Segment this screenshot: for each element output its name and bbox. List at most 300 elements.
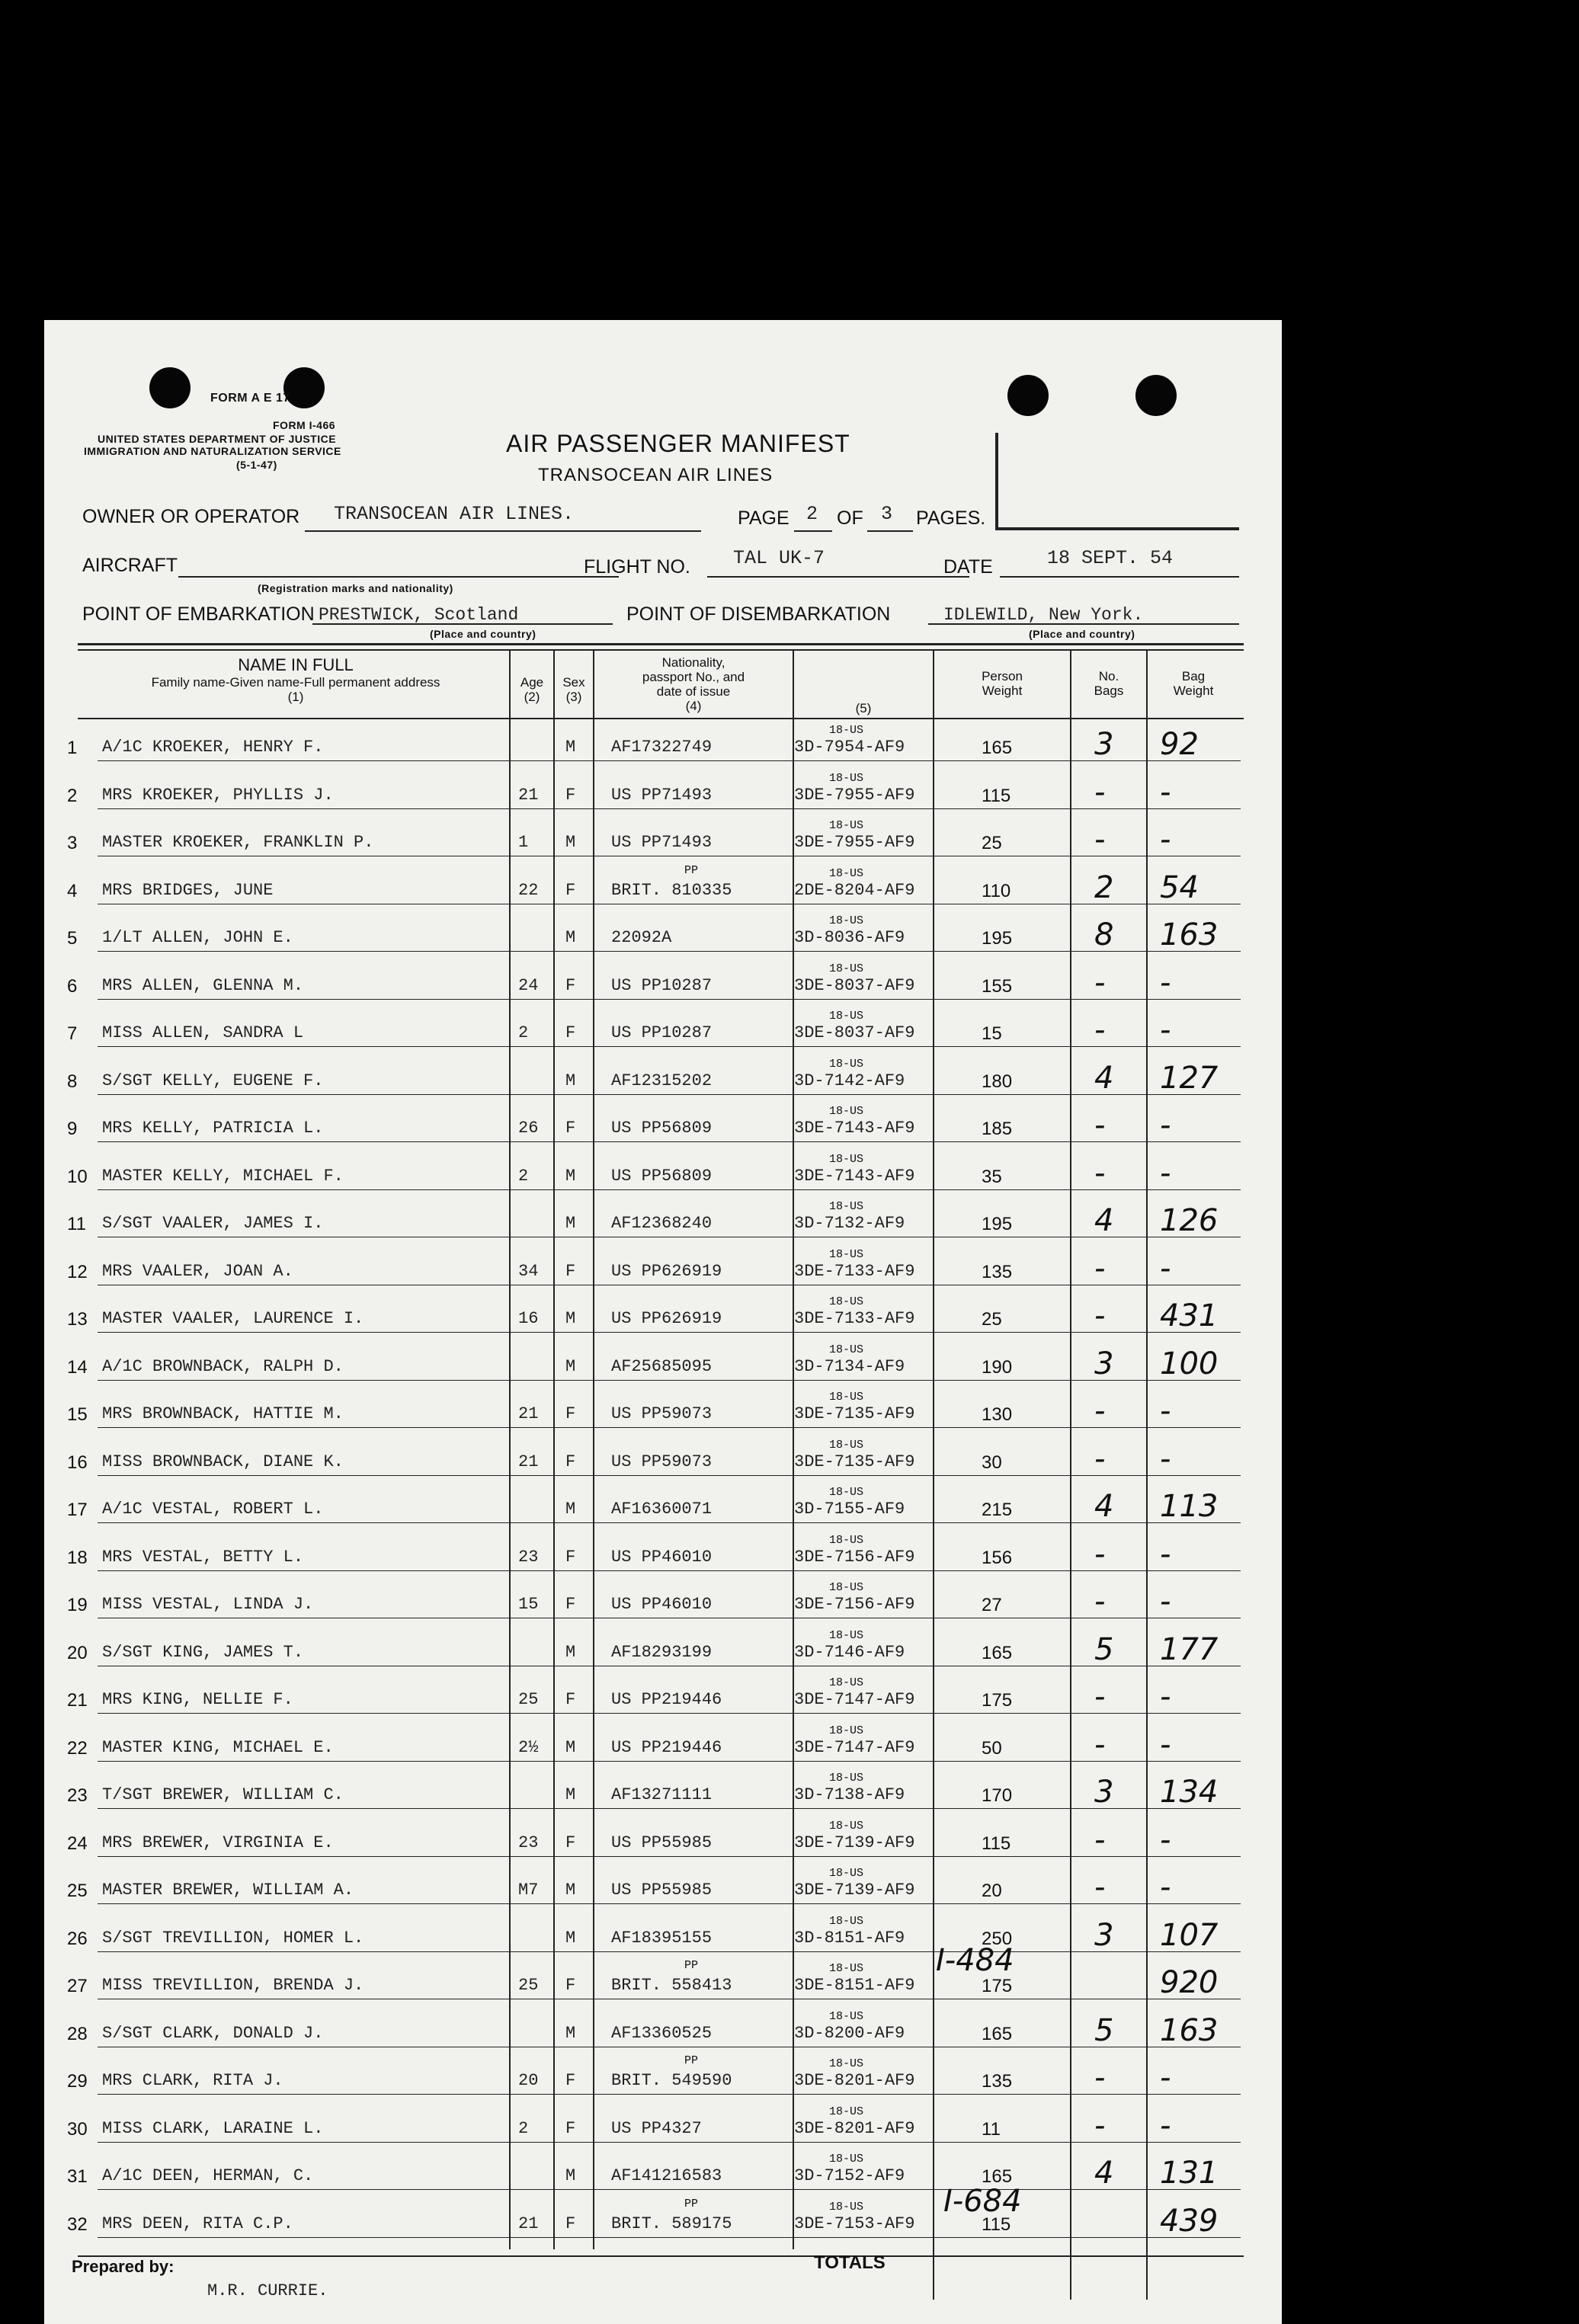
bag-count: - — [1094, 2060, 1106, 2095]
table-row — [44, 1340, 1282, 1388]
person-weight: 50 — [982, 1737, 1002, 1759]
column5-top: 18-US — [829, 771, 864, 785]
passenger-sex: M — [565, 1737, 576, 1757]
person-weight: 165 — [982, 2166, 1013, 2187]
column5-value: 3D-7134-AF9 — [794, 1356, 905, 1376]
bag-weight: - — [1160, 822, 1171, 857]
column5-value: 3DE-7135-AF9 — [794, 1404, 915, 1423]
bag-weight: - — [1160, 1727, 1171, 1762]
passport-prefix: PP — [684, 2054, 699, 2067]
of-underline — [867, 530, 913, 532]
table-row — [44, 1531, 1282, 1578]
table-top-rule — [78, 643, 1244, 645]
passenger-name: S/SGT KELLY, EUGENE F. — [102, 1071, 324, 1090]
handwritten-note-row27: I-484 — [936, 1943, 1014, 1978]
passenger-sex: F — [565, 1452, 576, 1471]
row-number: 17 — [67, 1500, 88, 1520]
person-weight: 165 — [982, 2023, 1013, 2044]
column5-top: 18-US — [829, 1343, 864, 1356]
passenger-sex: F — [565, 1547, 576, 1567]
row-number: 13 — [67, 1309, 88, 1330]
disembarkation-label: POINT OF DISEMBARKATION — [626, 603, 891, 625]
passport-number: US PP71493 — [611, 833, 713, 852]
column5-top: 18-US — [829, 866, 864, 880]
passenger-age: 1 — [518, 833, 529, 852]
bag-weight: 92 — [1160, 727, 1199, 762]
embarkation-label: POINT OF EMBARKATION — [82, 603, 315, 625]
person-weight: 25 — [982, 1309, 1002, 1330]
column5-top: 18-US — [829, 1438, 864, 1452]
passenger-sex: F — [565, 1595, 576, 1614]
person-weight: 175 — [982, 1690, 1013, 1711]
bag-count: - — [1094, 1250, 1106, 1286]
bag-weight: - — [1160, 1536, 1171, 1572]
passenger-name: MISS ALLEN, SANDRA L — [102, 1023, 304, 1042]
column5-top: 18-US — [829, 1200, 864, 1213]
table-row — [44, 1388, 1282, 1435]
passport-number: AF25685095 — [611, 1356, 713, 1376]
passport-number: US PP59073 — [611, 1404, 713, 1423]
bag-weight: 439 — [1160, 2203, 1219, 2239]
bag-count: - — [1094, 1394, 1106, 1429]
passenger-name: MRS BROWNBACK, HATTIE M. — [102, 1404, 344, 1423]
passenger-sex: M — [565, 1071, 576, 1090]
passenger-sex: M — [565, 833, 576, 852]
column5-value: 3DE-7133-AF9 — [794, 1309, 915, 1328]
passport-number: AF16360071 — [611, 1500, 713, 1519]
passport-number: AF141216583 — [611, 2166, 722, 2185]
table-row — [44, 1102, 1282, 1149]
passenger-sex: F — [565, 880, 576, 900]
bag-count: - — [1094, 1727, 1106, 1762]
bag-count: - — [1094, 1155, 1106, 1191]
passenger-sex: M — [565, 1166, 576, 1186]
column5-top: 18-US — [829, 1486, 864, 1499]
bag-weight: - — [1160, 1679, 1171, 1714]
passport-number: US PP71493 — [611, 785, 713, 805]
col-header-nationality: Nationality, passport No., and date of issue (4) — [642, 655, 745, 713]
passenger-age: 15 — [518, 1595, 539, 1614]
person-weight: 165 — [982, 738, 1013, 758]
person-weight: 115 — [982, 785, 1011, 806]
column5-top: 18-US — [829, 1057, 864, 1071]
header-bottom-rule — [78, 718, 1244, 719]
passenger-name: MRS CLARK, RITA J. — [102, 2071, 283, 2090]
column5-top: 18-US — [829, 724, 864, 737]
bag-weight: 127 — [1160, 1060, 1219, 1096]
column5-value: 3DE-7955-AF9 — [794, 785, 915, 805]
bag-count: 4 — [1094, 1060, 1114, 1096]
table-row — [44, 2102, 1282, 2150]
passenger-sex: M — [565, 2023, 576, 2043]
date-value: 18 SEPT. 54 — [1047, 547, 1174, 569]
column5-value: 3DE-7147-AF9 — [794, 1690, 915, 1709]
column5-top: 18-US — [829, 1772, 864, 1785]
bag-count: 4 — [1094, 1489, 1114, 1524]
passenger-name: MASTER KELLY, MICHAEL F. — [102, 1166, 344, 1186]
row-rule — [98, 1903, 1241, 1904]
bag-count: - — [1094, 1441, 1106, 1477]
column5-value: 3D-7155-AF9 — [794, 1500, 905, 1519]
passport-number: US PP46010 — [611, 1595, 713, 1614]
passenger-name: MISS TREVILLION, BRENDA J. — [102, 1976, 364, 1995]
bag-count: 5 — [1094, 2012, 1114, 2048]
column5-top: 18-US — [829, 2009, 864, 2023]
column5-value: 3D-7138-AF9 — [794, 1785, 905, 1804]
stamp-box-left — [995, 433, 998, 529]
date-underline — [1000, 576, 1239, 578]
passenger-age: 2½ — [518, 1737, 539, 1757]
column5-value: 3D-8036-AF9 — [794, 928, 905, 947]
passenger-sex: F — [565, 1023, 576, 1042]
passport-number: BRIT. 810335 — [611, 880, 732, 900]
bag-weight: 107 — [1160, 1917, 1219, 1953]
passenger-rows — [44, 721, 1282, 2245]
person-weight: 30 — [982, 1452, 1002, 1473]
bag-weight: 134 — [1160, 1775, 1219, 1810]
bag-count: - — [1094, 1584, 1106, 1619]
column5-value: 3DE-7955-AF9 — [794, 833, 915, 852]
bag-count: - — [1094, 1298, 1106, 1333]
table-row — [44, 1769, 1282, 1816]
passport-number: US PP46010 — [611, 1547, 713, 1567]
passenger-name: 1/LT ALLEN, JOHN E. — [102, 928, 293, 947]
page-value: 2 — [806, 503, 818, 525]
passenger-sex: M — [565, 738, 576, 757]
passenger-sex: M — [565, 1785, 576, 1804]
person-weight: 195 — [982, 1214, 1013, 1234]
row-rule — [98, 951, 1241, 952]
flight-label: FLIGHT NO. — [584, 556, 690, 578]
row-number: 20 — [67, 1642, 88, 1663]
person-weight: 27 — [982, 1595, 1002, 1615]
passenger-name: S/SGT TREVILLION, HOMER L. — [102, 1928, 364, 1948]
bag-weight: 113 — [1160, 1489, 1219, 1524]
column5-value: 3DE-7143-AF9 — [794, 1166, 915, 1186]
passenger-age: 22 — [518, 880, 539, 900]
passenger-name: MRS VAALER, JOAN A. — [102, 1261, 293, 1281]
passport-number: US PP55985 — [611, 1881, 713, 1900]
table-row — [44, 1245, 1282, 1292]
passenger-name: A/1C BROWNBACK, RALPH D. — [102, 1356, 344, 1376]
person-weight: 180 — [982, 1071, 1013, 1092]
bag-weight: - — [1160, 1441, 1171, 1477]
table-row — [44, 2198, 1282, 2245]
passport-number: BRIT. 589175 — [611, 2214, 732, 2233]
person-weight: 135 — [982, 2071, 1013, 2092]
passenger-name: MRS VESTAL, BETTY L. — [102, 1547, 304, 1567]
punch-hole-right-1 — [1007, 375, 1049, 416]
row-rule — [98, 1570, 1241, 1571]
passenger-sex: M — [565, 1309, 576, 1328]
passenger-sex: F — [565, 2118, 576, 2138]
table-row — [44, 721, 1282, 768]
column5-top: 18-US — [829, 1247, 864, 1261]
row-number: 21 — [67, 1690, 88, 1711]
column5-value: 2DE-8204-AF9 — [794, 880, 915, 900]
table-row — [44, 1912, 1282, 1959]
table-row — [44, 816, 1282, 863]
flight-underline — [707, 576, 969, 578]
passport-number: US PP4327 — [611, 2118, 702, 2138]
table-row — [44, 959, 1282, 1007]
passenger-age: 25 — [518, 1690, 539, 1709]
passenger-age: 24 — [518, 975, 539, 995]
passenger-name: S/SGT KING, JAMES T. — [102, 1642, 304, 1662]
column5-top: 18-US — [829, 1105, 864, 1118]
person-weight: 25 — [982, 833, 1002, 853]
bag-weight: - — [1160, 1870, 1171, 1905]
column5-top: 18-US — [829, 914, 864, 927]
row-number: 6 — [67, 975, 78, 997]
person-weight: 115 — [982, 1833, 1011, 1854]
passenger-name: T/SGT BREWER, WILLIAM C. — [102, 1785, 344, 1804]
column5-top: 18-US — [829, 2105, 864, 2118]
totals-label: TOTALS — [814, 2252, 886, 2273]
row-number: 23 — [67, 1785, 88, 1806]
passport-number: AF13271111 — [611, 1785, 713, 1804]
date-label: DATE — [943, 556, 993, 578]
passenger-sex: F — [565, 1404, 576, 1423]
passenger-name: MASTER KING, MICHAEL E. — [102, 1737, 334, 1757]
handwritten-note-row32: I-684 — [943, 2184, 1022, 2219]
row-number: 28 — [67, 2023, 88, 2044]
column5-value: 3DE-7135-AF9 — [794, 1452, 915, 1471]
row-number: 15 — [67, 1404, 88, 1425]
table-top-rule-2 — [78, 649, 1244, 651]
bag-count: - — [1094, 1870, 1106, 1905]
passport-number: AF17322749 — [611, 738, 713, 757]
passenger-sex: M — [565, 1500, 576, 1519]
passenger-name: MRS ALLEN, GLENNA M. — [102, 975, 304, 995]
passenger-name: MRS BREWER, VIRGINIA E. — [102, 1833, 334, 1852]
person-weight: 250 — [982, 1928, 1013, 1949]
passenger-age: 21 — [518, 2214, 539, 2233]
row-rule — [98, 2094, 1241, 2095]
owner-value: TRANSOCEAN AIR LINES. — [334, 503, 575, 525]
manifest-title: AIR PASSENGER MANIFEST — [506, 430, 850, 457]
bag-weight: - — [1160, 1394, 1171, 1429]
passport-number: AF18293199 — [611, 1642, 713, 1662]
row-number: 25 — [67, 1881, 88, 1901]
row-rule — [98, 1713, 1241, 1714]
passport-number: US PP10287 — [611, 975, 713, 995]
column5-top: 18-US — [829, 1914, 864, 1928]
bag-weight: - — [1160, 1584, 1171, 1619]
column5-value: 3DE-8037-AF9 — [794, 1023, 915, 1042]
column5-value: 3DE-8151-AF9 — [794, 1976, 915, 1995]
airline-name: TRANSOCEAN AIR LINES — [538, 465, 773, 485]
table-row — [44, 2007, 1282, 2054]
column5-value: 3DE-7139-AF9 — [794, 1881, 915, 1900]
row-rule — [98, 1380, 1241, 1381]
punch-hole-left-1 — [149, 367, 191, 408]
passport-number: BRIT. 558413 — [611, 1976, 732, 1995]
bag-count: - — [1094, 1679, 1106, 1714]
row-rule — [98, 999, 1241, 1000]
row-number: 30 — [67, 2118, 88, 2140]
bag-count: 2 — [1094, 869, 1114, 905]
passenger-sex: F — [565, 2071, 576, 2090]
person-weight: 165 — [982, 1642, 1013, 1663]
table-row — [44, 1864, 1282, 1911]
passenger-sex: M — [565, 1356, 576, 1376]
row-number: 24 — [67, 1833, 88, 1854]
passenger-name: MISS BROWNBACK, DIANE K. — [102, 1452, 344, 1471]
passport-number: US PP55985 — [611, 1833, 713, 1852]
column5-value: 3DE-7133-AF9 — [794, 1261, 915, 1281]
footer-top-rule — [78, 2255, 1244, 2257]
passport-number: US PP219446 — [611, 1737, 722, 1757]
row-number: 4 — [67, 880, 78, 901]
row-number: 5 — [67, 928, 78, 949]
table-row — [44, 769, 1282, 816]
table-row — [44, 1578, 1282, 1625]
table-row — [44, 1436, 1282, 1483]
person-weight: 110 — [982, 880, 1011, 901]
row-number: 10 — [67, 1166, 88, 1187]
column5-top: 18-US — [829, 1819, 864, 1833]
of-value: 3 — [881, 503, 893, 525]
person-weight: 185 — [982, 1119, 1013, 1139]
person-weight: 215 — [982, 1500, 1013, 1520]
row-number: 27 — [67, 1976, 88, 1996]
page-underline — [794, 530, 832, 532]
column5-value: 3DE-8201-AF9 — [794, 2071, 915, 2090]
person-weight: 155 — [982, 975, 1013, 997]
passport-number: AF13360525 — [611, 2023, 713, 2043]
col-header-5: (5) — [855, 701, 872, 715]
row-number: 18 — [67, 1547, 88, 1568]
passenger-age: 2 — [518, 1166, 529, 1186]
table-row — [44, 1483, 1282, 1530]
passenger-name: MRS BRIDGES, JUNE — [102, 880, 274, 900]
row-number: 14 — [67, 1356, 88, 1378]
row-rule — [98, 1475, 1241, 1476]
person-weight: 11 — [982, 2118, 1001, 2140]
bag-weight: 163 — [1160, 917, 1219, 952]
of-label: OF — [837, 507, 863, 529]
passenger-sex: F — [565, 1261, 576, 1281]
passenger-name: MASTER KROEKER, FRANKLIN P. — [102, 833, 374, 852]
row-rule — [98, 1522, 1241, 1523]
bag-weight: - — [1160, 2108, 1171, 2143]
bag-weight: 177 — [1160, 1631, 1219, 1667]
passport-number: US PP626919 — [611, 1261, 722, 1281]
pages-label: PAGES. — [916, 507, 986, 529]
row-number: 1 — [67, 738, 78, 758]
passenger-age: 16 — [518, 1309, 539, 1328]
col-header-person-weight: Person Weight — [982, 669, 1023, 698]
passenger-age: 23 — [518, 1833, 539, 1852]
person-weight: 170 — [982, 1785, 1013, 1806]
passenger-name: A/1C DEEN, HERMAN, C. — [102, 2166, 314, 2185]
bag-weight: - — [1160, 2060, 1171, 2095]
table-row — [44, 1197, 1282, 1244]
agency-line-2: IMMIGRATION AND NATURALIZATION SERVICE — [84, 445, 341, 457]
embarkation-hint: (Place and country) — [430, 628, 536, 640]
column5-value: 3DE-8037-AF9 — [794, 975, 915, 995]
aircraft-underline — [178, 576, 619, 578]
row-rule — [98, 1808, 1241, 1809]
bag-count: 3 — [1094, 727, 1114, 762]
person-weight: 190 — [982, 1356, 1013, 1378]
person-weight: 135 — [982, 1261, 1013, 1282]
column5-top: 18-US — [829, 2153, 864, 2166]
row-number: 29 — [67, 2071, 88, 2092]
prepared-by-label: Prepared by: — [72, 2257, 175, 2276]
passenger-age: 2 — [518, 2118, 529, 2138]
passport-number: US PP10287 — [611, 1023, 713, 1042]
row-number: 2 — [67, 785, 78, 806]
passport-number: US PP219446 — [611, 1690, 722, 1709]
passenger-sex: M — [565, 1642, 576, 1662]
row-rule — [98, 1094, 1241, 1095]
passenger-name: MRS DEEN, RITA C.P. — [102, 2214, 293, 2233]
page-label: PAGE — [738, 507, 790, 529]
passenger-sex: M — [565, 928, 576, 947]
punch-hole-right-2 — [1135, 375, 1177, 416]
column5-top: 18-US — [829, 962, 864, 975]
bag-count: - — [1094, 1108, 1106, 1143]
bag-weight: - — [1160, 1013, 1171, 1048]
table-row — [44, 1626, 1282, 1673]
column5-top: 18-US — [829, 1581, 864, 1594]
column5-value: 3D-7954-AF9 — [794, 738, 905, 757]
column5-top: 18-US — [829, 1867, 864, 1880]
person-weight: 35 — [982, 1166, 1002, 1187]
passenger-name: A/1C VESTAL, ROBERT L. — [102, 1500, 324, 1519]
passenger-name: MISS VESTAL, LINDA J. — [102, 1595, 314, 1614]
column5-value: 3DE-7143-AF9 — [794, 1119, 915, 1138]
person-weight: 20 — [982, 1881, 1002, 1901]
row-number: 7 — [67, 1023, 78, 1044]
passenger-age: 20 — [518, 2071, 539, 2090]
bag-count: - — [1094, 1013, 1106, 1048]
column5-top: 18-US — [829, 1724, 864, 1737]
bag-count: - — [1094, 822, 1106, 857]
passenger-age: 21 — [518, 1452, 539, 1471]
person-weight: 130 — [982, 1404, 1013, 1425]
table-row — [44, 1007, 1282, 1054]
bag-weight: 431 — [1160, 1298, 1219, 1333]
person-weight: 195 — [982, 928, 1013, 949]
passport-number: AF12368240 — [611, 1214, 713, 1233]
disembarkation-hint: (Place and country) — [1029, 628, 1135, 640]
person-weight: 156 — [982, 1547, 1013, 1568]
row-rule — [98, 1856, 1241, 1857]
passenger-name: A/1C KROEKER, HENRY F. — [102, 738, 324, 757]
column5-value: 3D-8200-AF9 — [794, 2023, 905, 2043]
col-header-sex: Sex (3) — [562, 675, 585, 704]
bag-count: - — [1094, 1536, 1106, 1572]
bag-weight: - — [1160, 1822, 1171, 1858]
passenger-name: MRS KING, NELLIE F. — [102, 1690, 293, 1709]
passport-number: US PP56809 — [611, 1166, 713, 1186]
bag-weight: 54 — [1160, 869, 1199, 905]
passenger-sex: F — [565, 1976, 576, 1995]
table-row — [44, 911, 1282, 959]
bag-count: - — [1094, 2108, 1106, 2143]
passport-number: AF12315202 — [611, 1071, 713, 1090]
form-date: (5-1-47) — [236, 459, 277, 471]
row-number: 9 — [67, 1119, 78, 1139]
passenger-age: M7 — [518, 1881, 539, 1900]
passenger-name: S/SGT CLARK, DONALD J. — [102, 2023, 324, 2043]
col-header-bags: No. Bags — [1094, 669, 1124, 698]
bag-weight: 131 — [1160, 2156, 1219, 2191]
table-row — [44, 1817, 1282, 1864]
